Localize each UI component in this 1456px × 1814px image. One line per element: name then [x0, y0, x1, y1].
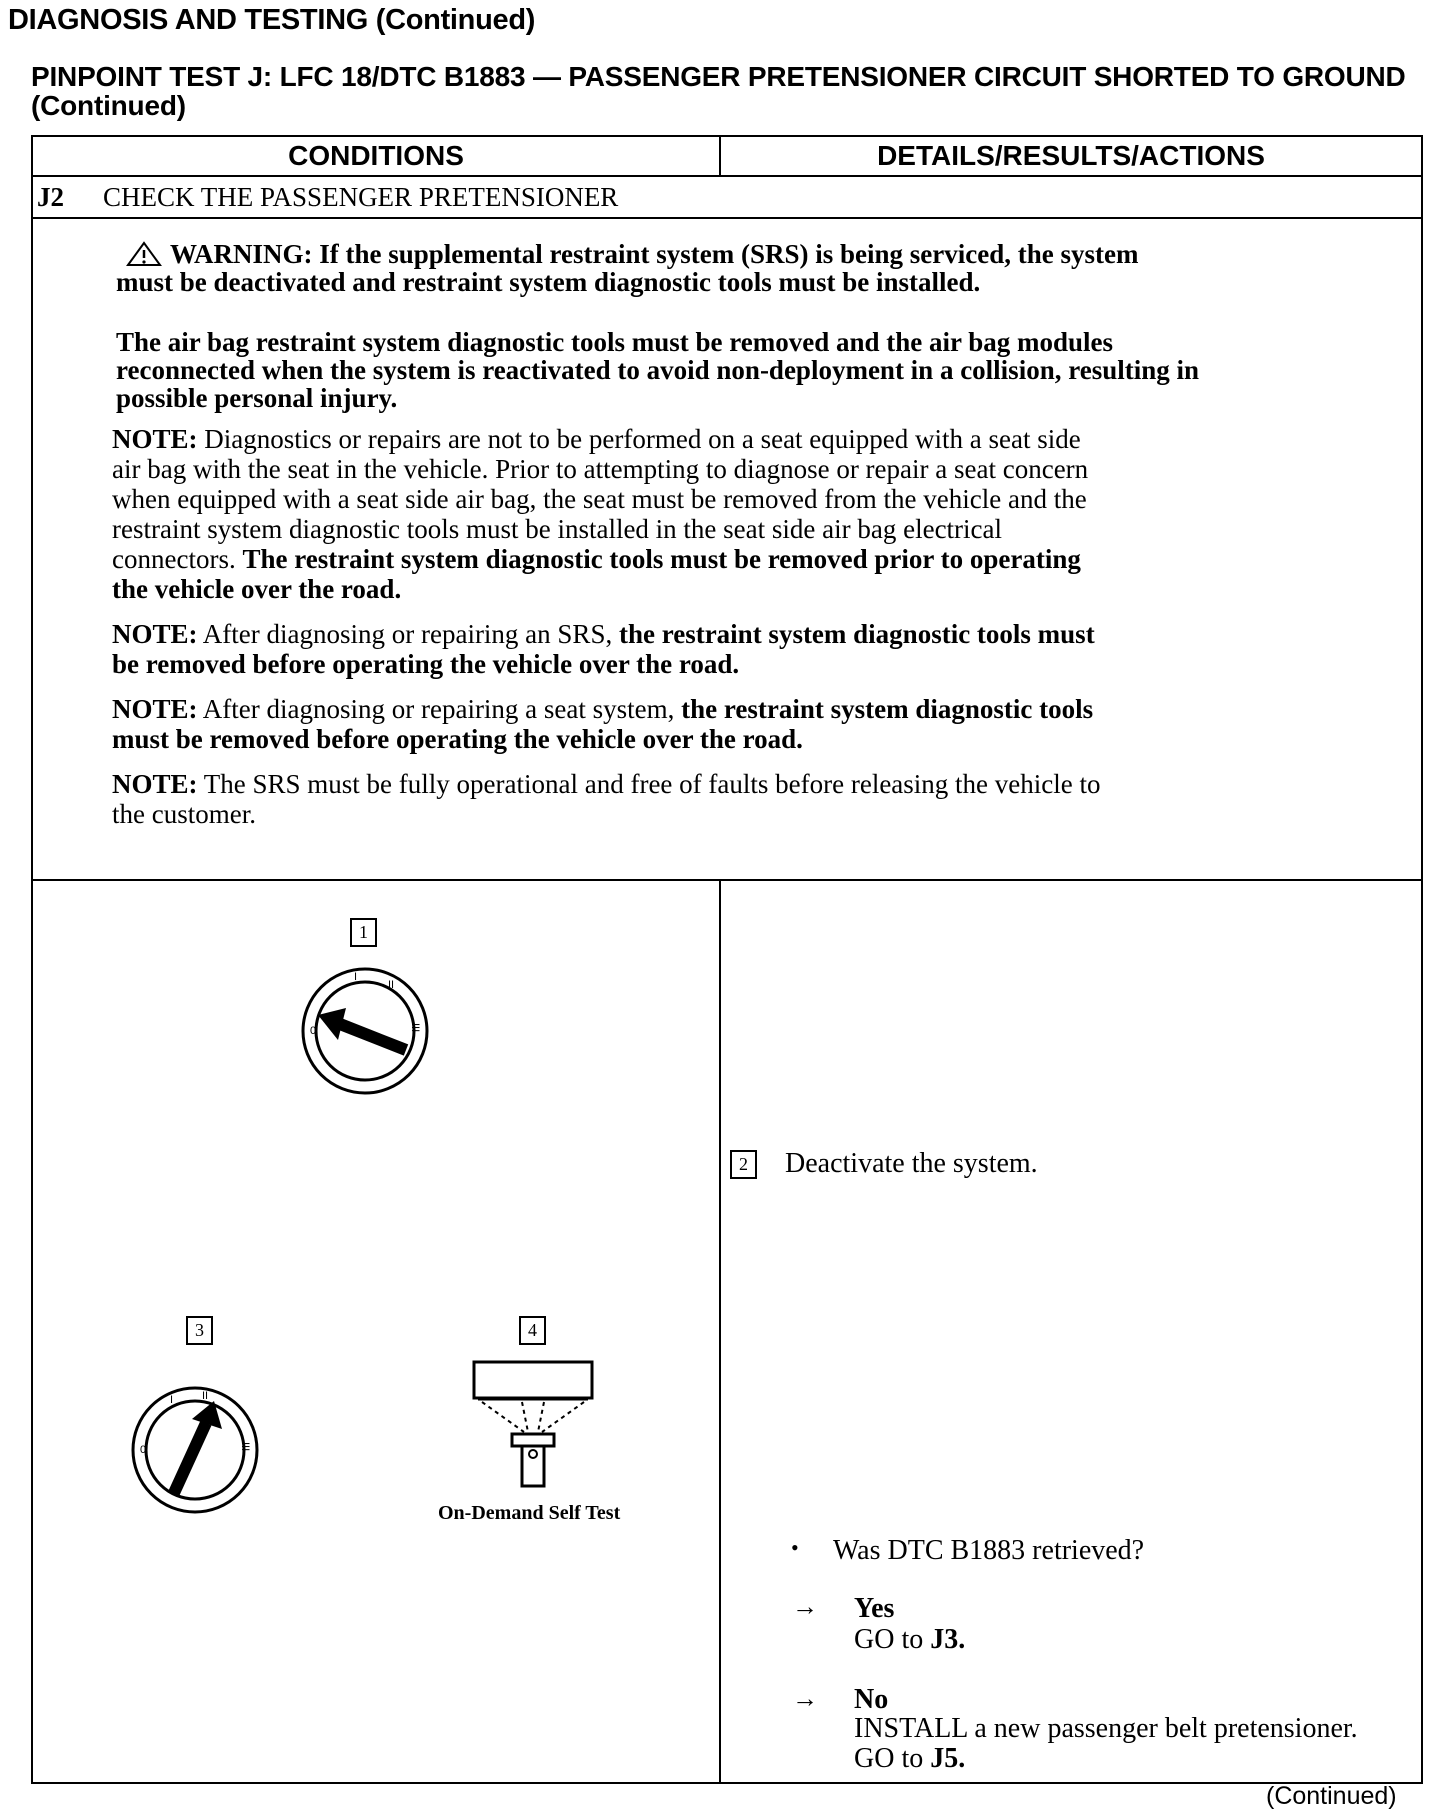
bullet-icon: •: [791, 1535, 799, 1560]
answer-no-action: [854, 1744, 965, 1774]
note-text: After diagnosing or repairing an SRS,: [202, 619, 613, 649]
note-text: the restraint system diagnostic tools must: [618, 619, 1095, 649]
note-line: [112, 769, 1352, 799]
note-line: restraint system diagnostic tools must be installed in the seat side air bag electrical: [112, 514, 1003, 544]
result-question: Was DTC B1883 retrieved?: [833, 1535, 1145, 1566]
step-number-box: 4: [519, 1316, 546, 1345]
note-line: the customer.: [112, 799, 256, 829]
note-label: NOTE:: [112, 619, 198, 649]
note-line: when equipped with a seat side air bag, the seat must be removed from the vehicle and the: [112, 484, 1087, 514]
answer-yes-action: [854, 1625, 965, 1655]
page-title: DIAGNOSIS AND TESTING (Continued): [8, 4, 536, 36]
switch-mark: II: [202, 1390, 209, 1402]
note-line: air bag with the seat in the vehicle. Prior to attempting to diagnose or repair a seat concern: [112, 454, 1089, 484]
step-link: J5.: [930, 1743, 966, 1774]
note-label: NOTE:: [112, 694, 198, 724]
step-number-box: 1: [350, 918, 377, 947]
arrow-right-icon: →: [792, 1684, 818, 1713]
note-line: [112, 544, 1352, 574]
step-id: J2: [37, 182, 64, 212]
note-text: Diagnostics or repairs are not to be performed on a seat equipped with a seat side: [204, 424, 1081, 454]
note-line: [112, 694, 1352, 724]
pinpoint-test-title: PINPOINT TEST J: LFC 18/DTC B1883 — PASSENGER PRETENSIONER CIRCUIT SHORTED TO GROUND (Continued): [31, 61, 1406, 121]
ignition-switch-run-icon: [130, 1385, 260, 1515]
note-line: be removed before operating the vehicle over the road.: [112, 649, 740, 679]
note-text: connectors.: [112, 544, 236, 574]
switch-mark: III: [239, 1442, 251, 1452]
continued-footer: (Continued): [1266, 1782, 1397, 1810]
warning-line: possible personal injury.: [116, 383, 398, 413]
action-text: Deactivate the system.: [785, 1148, 1038, 1179]
note-line: [112, 619, 1352, 649]
action-text: GO to: [854, 1624, 924, 1655]
step-number-box: 2: [730, 1150, 757, 1179]
note-text: The restraint system diagnostic tools must be removed prior to operating: [242, 544, 1081, 574]
answer-no-action: INSTALL a new passenger belt pretensioner.: [854, 1713, 1358, 1744]
arrow-right-icon: →: [792, 1592, 818, 1621]
step-link: J3.: [930, 1624, 966, 1655]
switch-mark: I: [354, 971, 358, 983]
scan-tool-icon: [470, 1360, 600, 1490]
switch-mark: I: [170, 1394, 174, 1406]
warnings-and-notes: [33, 219, 1421, 881]
warning-line: must be deactivated and restraint system diagnostic tools must be installed.: [116, 267, 981, 297]
step-title: CHECK THE PASSENGER PRETENSIONER: [103, 182, 619, 212]
step-number-box: 3: [186, 1316, 213, 1345]
switch-mark: 0: [140, 1444, 147, 1456]
note-line: [112, 424, 1352, 454]
step-row: [33, 177, 1421, 219]
answer-no-label: No: [854, 1684, 889, 1715]
note-label: NOTE:: [112, 769, 198, 799]
warning-line: reconnected when the system is reactivated to avoid non-deployment in a collision, resulting in: [116, 355, 1199, 385]
conditions-column-header: CONDITIONS: [33, 137, 721, 177]
pinpoint-test-table: [31, 135, 1423, 1784]
switch-mark: II: [388, 979, 395, 991]
illustration-caption: On-Demand Self Test: [438, 1502, 621, 1524]
column-divider: [719, 881, 721, 1782]
note-label: NOTE:: [112, 424, 198, 454]
note-text: The SRS must be fully operational and free of faults before releasing the vehicle to: [203, 769, 1101, 799]
note-text: the restraint system diagnostic tools: [681, 694, 1094, 724]
warning-line: The air bag restraint system diagnostic tools must be removed and the air bag modules: [116, 327, 1114, 357]
ignition-switch-off-icon: [300, 966, 430, 1096]
details-column-header: DETAILS/RESULTS/ACTIONS: [721, 137, 1421, 177]
note-line: the vehicle over the road.: [112, 574, 402, 604]
answer-yes-label: Yes: [854, 1593, 895, 1624]
action-text: GO to: [854, 1743, 924, 1774]
warning-line: WARNING: If the supplemental restraint system (SRS) is being serviced, the system: [170, 239, 1139, 269]
note-line: must be removed before operating the vehicle over the road.: [112, 724, 803, 754]
switch-mark: 0: [310, 1025, 317, 1037]
note-text: After diagnosing or repairing a seat system,: [202, 694, 675, 724]
switch-mark: III: [409, 1023, 421, 1033]
warning-triangle-icon: [126, 241, 162, 267]
